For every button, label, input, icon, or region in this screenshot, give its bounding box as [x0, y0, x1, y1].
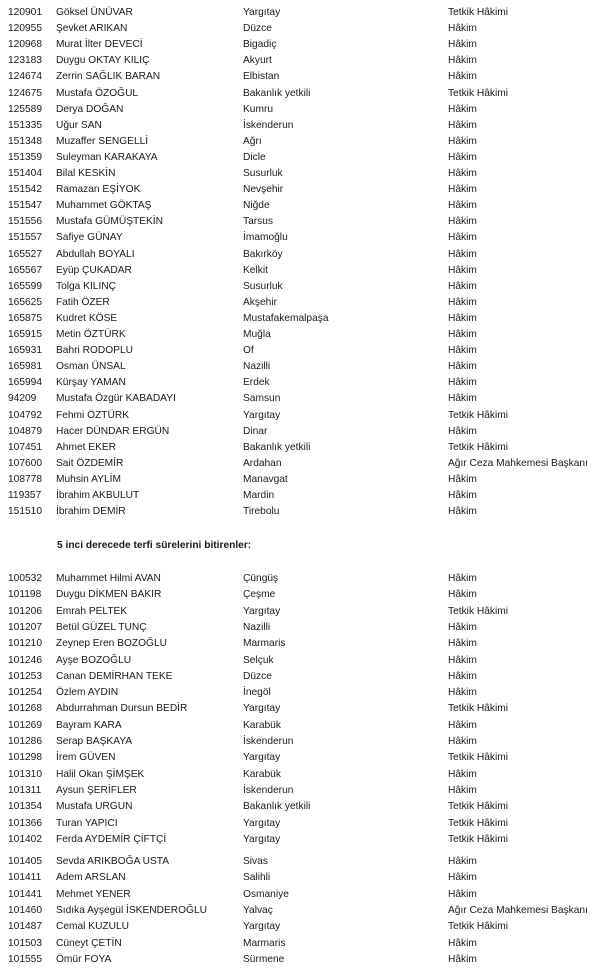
person-name: Ferda AYDEMİR ÇİFTÇİ	[56, 833, 167, 845]
duty-place: İskenderun	[243, 736, 294, 747]
person-name: Sıdıka Ayşegül İSKENDEROĞLU	[56, 905, 207, 916]
duty-place: Bakırköy	[243, 248, 283, 260]
person-name: Eyüp ÇUKADAR	[56, 264, 132, 276]
table-row	[0, 903, 600, 919]
registry-number: 101268	[8, 703, 42, 715]
duty-place: İskenderun	[243, 784, 294, 796]
person-name: Canan DEMİRHAN TEKE	[56, 670, 173, 682]
duty-place: Marmaris	[243, 937, 286, 949]
person-name: Betül GÜZEL TUNÇ	[56, 621, 147, 633]
person-name: Aysun ŞERİFLER	[56, 784, 137, 796]
registry-number: 165981	[8, 361, 42, 373]
job-title: Tetkik Hâkimi	[448, 87, 508, 99]
duty-place: Muğla	[243, 329, 271, 340]
registry-number: 101460	[8, 905, 42, 916]
table-row	[0, 182, 600, 198]
table-row	[0, 767, 600, 783]
job-title: Tetkik Hâkimi	[448, 801, 508, 813]
job-title: Tetkik Hâkimi	[448, 752, 508, 764]
person-name: Bahri RODOPLU	[56, 345, 133, 357]
duty-place: Erdek	[243, 377, 270, 389]
duty-place: Samsun	[243, 393, 281, 405]
registry-number: 123183	[8, 55, 42, 67]
duty-place: Salihli	[243, 872, 271, 884]
registry-number: 101405	[8, 856, 42, 868]
duty-place: Mardin	[243, 490, 275, 501]
person-name: Hacer DÜNDAR ERGÜN	[56, 425, 170, 437]
duty-place: Yargıtay	[243, 833, 281, 845]
table-row	[0, 504, 600, 520]
duty-place: Osmaniye	[243, 888, 289, 900]
registry-number: 101311	[8, 784, 42, 796]
person-name: Fatih ÖZER	[56, 296, 110, 308]
table-row	[0, 472, 600, 488]
job-title: Hâkim	[448, 768, 477, 780]
registry-number: 165915	[8, 329, 42, 340]
person-name: Bayram KARA	[56, 719, 122, 731]
table-row	[0, 279, 600, 295]
table-row	[0, 669, 600, 685]
table-row	[0, 571, 600, 587]
job-title: Tetkik Hâkimi	[448, 833, 508, 845]
job-title: Hâkim	[448, 654, 477, 666]
job-title: Hâkim	[448, 103, 477, 115]
table-row	[0, 21, 600, 37]
registry-number: 151557	[8, 232, 42, 244]
job-title: Hâkim	[448, 280, 477, 292]
person-name: Abdurrahman Dursun BEDİR	[56, 703, 188, 715]
registry-number: 101206	[8, 605, 42, 617]
registry-number: 165527	[8, 248, 42, 260]
registry-number: 119357	[8, 490, 42, 501]
registry-number: 151359	[8, 151, 42, 163]
duty-place: Kelkit	[243, 264, 268, 276]
registry-number: 101298	[8, 752, 42, 764]
duty-place: Nazilli	[243, 361, 271, 373]
registry-number: 101555	[8, 953, 42, 965]
job-title: Hâkim	[448, 621, 477, 633]
table-row	[0, 295, 600, 311]
person-name: Sevda ARIKBOĞA USTA	[56, 856, 170, 868]
registry-number: 101198	[8, 589, 42, 601]
registry-number: 101253	[8, 670, 42, 682]
registry-number: 151542	[8, 184, 42, 196]
job-title: Tetkik Hâkimi	[448, 703, 508, 715]
job-title: Hâkim	[448, 135, 477, 147]
duty-place: Sürmene	[243, 953, 285, 965]
job-title: Ağır Ceza Mahkemesi Başkanı	[448, 905, 588, 916]
person-name: Mustafa GÜMÜŞTEKİN	[56, 216, 163, 228]
table-row	[0, 587, 600, 603]
person-name: Muhammet GÖKTAŞ	[56, 200, 152, 212]
duty-place: Çeşme	[243, 589, 276, 601]
table-row	[0, 134, 600, 150]
registry-number: 100532	[8, 573, 42, 584]
registry-number: 101402	[8, 833, 42, 845]
registry-number: 151335	[8, 119, 42, 131]
table-row	[0, 816, 600, 832]
registry-number: 165599	[8, 280, 42, 292]
job-title: Hâkim	[448, 248, 477, 260]
person-name: Mehmet YENER	[56, 888, 131, 900]
person-name: Emrah PELTEK	[56, 605, 128, 617]
person-name: Murat İlter DEVECİ	[56, 39, 143, 51]
registry-number: 108778	[8, 473, 42, 485]
table-row	[0, 53, 600, 69]
table-row	[0, 783, 600, 799]
job-title: Hâkim	[448, 687, 477, 699]
duty-place: Bigadiç	[243, 39, 277, 51]
table-row	[0, 343, 600, 359]
person-name: Kudret KÖSE	[56, 312, 118, 324]
person-name: Derya DOĞAN	[56, 103, 124, 115]
table-row	[0, 359, 600, 375]
table-row	[0, 214, 600, 230]
person-name: Abdullah BOYALI	[56, 248, 135, 260]
duty-place: Akyurt	[243, 55, 272, 67]
duty-place: Düzce	[243, 670, 272, 682]
duty-place: Susurluk	[243, 168, 283, 179]
job-title: Hâkim	[448, 71, 477, 83]
person-name: Fehmi ÖZTÜRK	[56, 409, 130, 421]
duty-place: Selçuk	[243, 654, 274, 666]
registry-number: 101503	[8, 937, 42, 949]
table-row	[0, 620, 600, 636]
registry-number: 124675	[8, 87, 42, 99]
duty-place: Yargıtay	[243, 409, 281, 421]
duty-place: Ağrı	[243, 135, 262, 147]
registry-number: 101441	[8, 888, 42, 900]
table-row	[0, 456, 600, 472]
job-title: Hâkim	[448, 329, 477, 340]
registry-number: 101246	[8, 654, 42, 666]
person-name: Safiye GÜNAY	[56, 232, 123, 244]
duty-place: Kumru	[243, 103, 274, 115]
duty-place: Yargıtay	[243, 921, 281, 933]
job-title: Tetkik Hâkimi	[448, 409, 508, 421]
table-row	[0, 247, 600, 263]
duty-place: Manavgat	[243, 473, 288, 485]
job-title: Tetkik Hâkimi	[448, 921, 508, 933]
job-title: Hâkim	[448, 872, 477, 884]
person-name: Ramazan EŞİYOK	[56, 184, 141, 196]
table-row	[0, 887, 600, 903]
duty-place: Yargıtay	[243, 605, 281, 617]
job-title: Hâkim	[448, 393, 477, 405]
duty-place: Dinar	[243, 425, 268, 437]
job-title: Hâkim	[448, 232, 477, 244]
table-row	[0, 685, 600, 701]
registry-number: 120955	[8, 23, 42, 35]
person-name: Duygu DİKMEN BAKIR	[56, 589, 162, 601]
registry-number: 104792	[8, 409, 42, 421]
person-name: İrem GÜVEN	[56, 752, 116, 764]
table-row	[0, 311, 600, 327]
table-row	[0, 636, 600, 652]
registry-number: 125589	[8, 103, 42, 115]
job-title: Hâkim	[448, 345, 477, 357]
table-row	[0, 718, 600, 734]
person-name: Şevket ARIKAN	[56, 23, 128, 35]
table-row	[0, 799, 600, 815]
table-row	[0, 653, 600, 669]
job-title: Hâkim	[448, 670, 477, 682]
duty-place: Niğde	[243, 200, 270, 212]
table-row	[0, 488, 600, 504]
job-title: Hâkim	[448, 573, 477, 584]
person-name: Muhsin AYLİM	[56, 473, 121, 485]
job-title: Hâkim	[448, 312, 477, 324]
registry-number: 151348	[8, 135, 42, 147]
job-title: Hâkim	[448, 377, 477, 389]
person-name: Metin ÖZTÜRK	[56, 329, 126, 340]
job-title: Hâkim	[448, 506, 477, 518]
person-name: Bilal KESKİN	[56, 168, 116, 179]
person-name: Serap BAŞKAYA	[56, 736, 133, 747]
job-title: Hâkim	[448, 719, 477, 731]
duty-place: Mustafakemalpaşa	[243, 312, 329, 324]
person-name: Mustafa ÖZOĞUL	[56, 87, 139, 99]
person-name: Mustafa URGUN	[56, 801, 133, 813]
registry-number: 101411	[8, 872, 42, 884]
job-title: Hâkim	[448, 937, 477, 949]
job-title: Hâkim	[448, 184, 477, 196]
table-row	[0, 391, 600, 407]
registry-number: 101269	[8, 719, 42, 731]
job-title: Hâkim	[448, 216, 477, 228]
person-name: Mustafa Özgür KABADAYI	[56, 393, 176, 405]
person-name: Uğur SAN	[56, 119, 102, 131]
registry-number: 165567	[8, 264, 42, 276]
duty-place: Nazilli	[243, 621, 271, 633]
duty-place: Yargıtay	[243, 752, 281, 764]
registry-number: 120968	[8, 39, 42, 51]
duty-place: Nevşehir	[243, 184, 284, 196]
registry-number: 101310	[8, 768, 42, 780]
registry-number: 165875	[8, 312, 42, 324]
registry-number: 104879	[8, 425, 42, 437]
table-row	[0, 5, 600, 21]
table-row	[0, 604, 600, 620]
person-name: Ayşe BOZOĞLU	[56, 654, 132, 666]
person-name: Turan YAPICI	[56, 817, 118, 829]
table-row	[0, 870, 600, 886]
person-name: Halil Okan ŞİMŞEK	[56, 768, 145, 780]
duty-place: Ardahan	[243, 457, 282, 469]
duty-place: Yalvaç	[243, 905, 273, 916]
job-title: Hâkim	[448, 361, 477, 373]
duty-place: Yargıtay	[243, 817, 281, 829]
person-name: Göksel ÜNÜVAR	[56, 7, 133, 18]
registry-number: 101354	[8, 801, 42, 813]
registry-number: 151547	[8, 200, 42, 212]
job-title: Tetkik Hâkimi	[448, 441, 508, 453]
job-title: Hâkim	[448, 39, 477, 51]
registry-number: 101487	[8, 921, 42, 933]
table-row	[0, 86, 600, 102]
duty-place: Düzce	[243, 23, 272, 35]
table-row	[0, 69, 600, 85]
table-row	[0, 424, 600, 440]
job-title: Hâkim	[448, 23, 477, 35]
table-row	[0, 750, 600, 766]
table-row	[0, 832, 600, 848]
registry-number: 151404	[8, 168, 42, 179]
job-title: Hâkim	[448, 151, 477, 163]
person-name: Zeynep Eren BOZOĞLU	[56, 638, 167, 650]
table-row	[0, 230, 600, 246]
registry-number: 165625	[8, 296, 42, 308]
table-row	[0, 37, 600, 53]
table-row	[0, 263, 600, 279]
person-name: Ömür FOYA	[56, 953, 112, 965]
table-row	[0, 919, 600, 935]
table-row	[0, 408, 600, 424]
table-row	[0, 327, 600, 343]
person-name: Adem ARSLAN	[56, 872, 126, 884]
person-name: Cemal KUZULU	[56, 921, 130, 933]
table-row	[0, 854, 600, 870]
person-name: İbrahim AKBULUT	[56, 490, 140, 501]
table-row	[0, 440, 600, 456]
registry-number: 101210	[8, 638, 42, 650]
registry-number: 101207	[8, 621, 42, 633]
table-row	[0, 166, 600, 182]
registry-number: 124674	[8, 71, 42, 83]
job-title: Hâkim	[448, 736, 477, 747]
registry-number: 107451	[8, 441, 42, 453]
person-name: Özlem AYDIN	[56, 687, 119, 699]
duty-place: Tirebolu	[243, 506, 280, 518]
registry-number: 101366	[8, 817, 42, 829]
duty-place: İskenderun	[243, 119, 294, 131]
duty-place: Yargıtay	[243, 7, 281, 18]
job-title: Hâkim	[448, 784, 477, 796]
duty-place: Sivas	[243, 856, 268, 868]
person-name: Zerrin SAĞLIK BARAN	[56, 71, 161, 83]
registry-number: 165931	[8, 345, 42, 357]
table-row	[0, 936, 600, 952]
person-name: Osman ÜNSAL	[56, 361, 126, 373]
duty-place: Bakanlık yetkili	[243, 441, 311, 453]
job-title: Hâkim	[448, 856, 477, 868]
duty-place: Dicle	[243, 151, 266, 163]
duty-place: Elbistan	[243, 71, 280, 83]
registry-number: 151556	[8, 216, 42, 228]
job-title: Hâkim	[448, 589, 477, 601]
person-name: İbrahim DEMİR	[56, 506, 126, 518]
job-title: Tetkik Hâkimi	[448, 605, 508, 617]
job-title: Tetkik Hâkimi	[448, 817, 508, 829]
registry-number: 101286	[8, 736, 42, 747]
person-name: Muzaffer SENGELLİ	[56, 135, 149, 147]
job-title: Hâkim	[448, 888, 477, 900]
table-row	[0, 102, 600, 118]
duty-place: Akşehir	[243, 296, 277, 308]
job-title: Ağır Ceza Mahkemesi Başkanı	[448, 457, 588, 469]
job-title: Tetkik Hâkimi	[448, 7, 508, 18]
duty-place: Yargıtay	[243, 703, 281, 715]
registry-number: 165994	[8, 377, 42, 389]
registry-number: 120901	[8, 7, 42, 18]
table-row	[0, 375, 600, 391]
job-title: Hâkim	[448, 638, 477, 650]
person-name: Kürşay YAMAN	[56, 377, 126, 389]
person-name: Duygu OKTAY KILIÇ	[56, 55, 150, 67]
duty-place: Karabük	[243, 719, 281, 731]
duty-place: Bakanlık yetkili	[243, 801, 311, 813]
table-row	[0, 952, 600, 968]
person-name: Sait ÖZDEMİR	[56, 457, 124, 469]
registry-number: 94209	[8, 393, 37, 405]
duty-place: Of	[243, 345, 254, 357]
duty-place: İnegöl	[243, 687, 271, 699]
registry-number: 151510	[8, 506, 42, 518]
section-heading: 5 inci derecede terfi sürelerini bitirenler:	[57, 540, 252, 551]
table-row	[0, 198, 600, 214]
duty-place: Tarsus	[243, 216, 274, 228]
table-row	[0, 150, 600, 166]
person-name: Suleyman KARAKAYA	[56, 151, 158, 163]
duty-place: Çüngüş	[243, 573, 279, 584]
job-title: Hâkim	[448, 473, 477, 485]
duty-place: Susurluk	[243, 280, 283, 292]
table-row	[0, 701, 600, 717]
job-title: Hâkim	[448, 296, 477, 308]
registry-number: 101254	[8, 687, 42, 699]
job-title: Hâkim	[448, 168, 477, 179]
duty-place: Bakanlık yetkili	[243, 87, 311, 99]
duty-place: İmamoğlu	[243, 232, 288, 244]
job-title: Hâkim	[448, 264, 477, 276]
person-name: Cüneyt ÇETİN	[56, 937, 122, 949]
job-title: Hâkim	[448, 425, 477, 437]
duty-place: Karabük	[243, 768, 281, 780]
duty-place: Marmaris	[243, 638, 286, 650]
person-name: Tolga KILINÇ	[56, 280, 117, 292]
job-title: Hâkim	[448, 55, 477, 67]
person-name: Muhammet Hilmi AVAN	[56, 573, 161, 584]
job-title: Hâkim	[448, 490, 477, 501]
job-title: Hâkim	[448, 200, 477, 212]
job-title: Hâkim	[448, 119, 477, 131]
registry-number: 107600	[8, 457, 42, 469]
person-name: Ahmet EKER	[56, 441, 117, 453]
job-title: Hâkim	[448, 953, 477, 965]
table-row	[0, 118, 600, 134]
table-row	[0, 734, 600, 750]
